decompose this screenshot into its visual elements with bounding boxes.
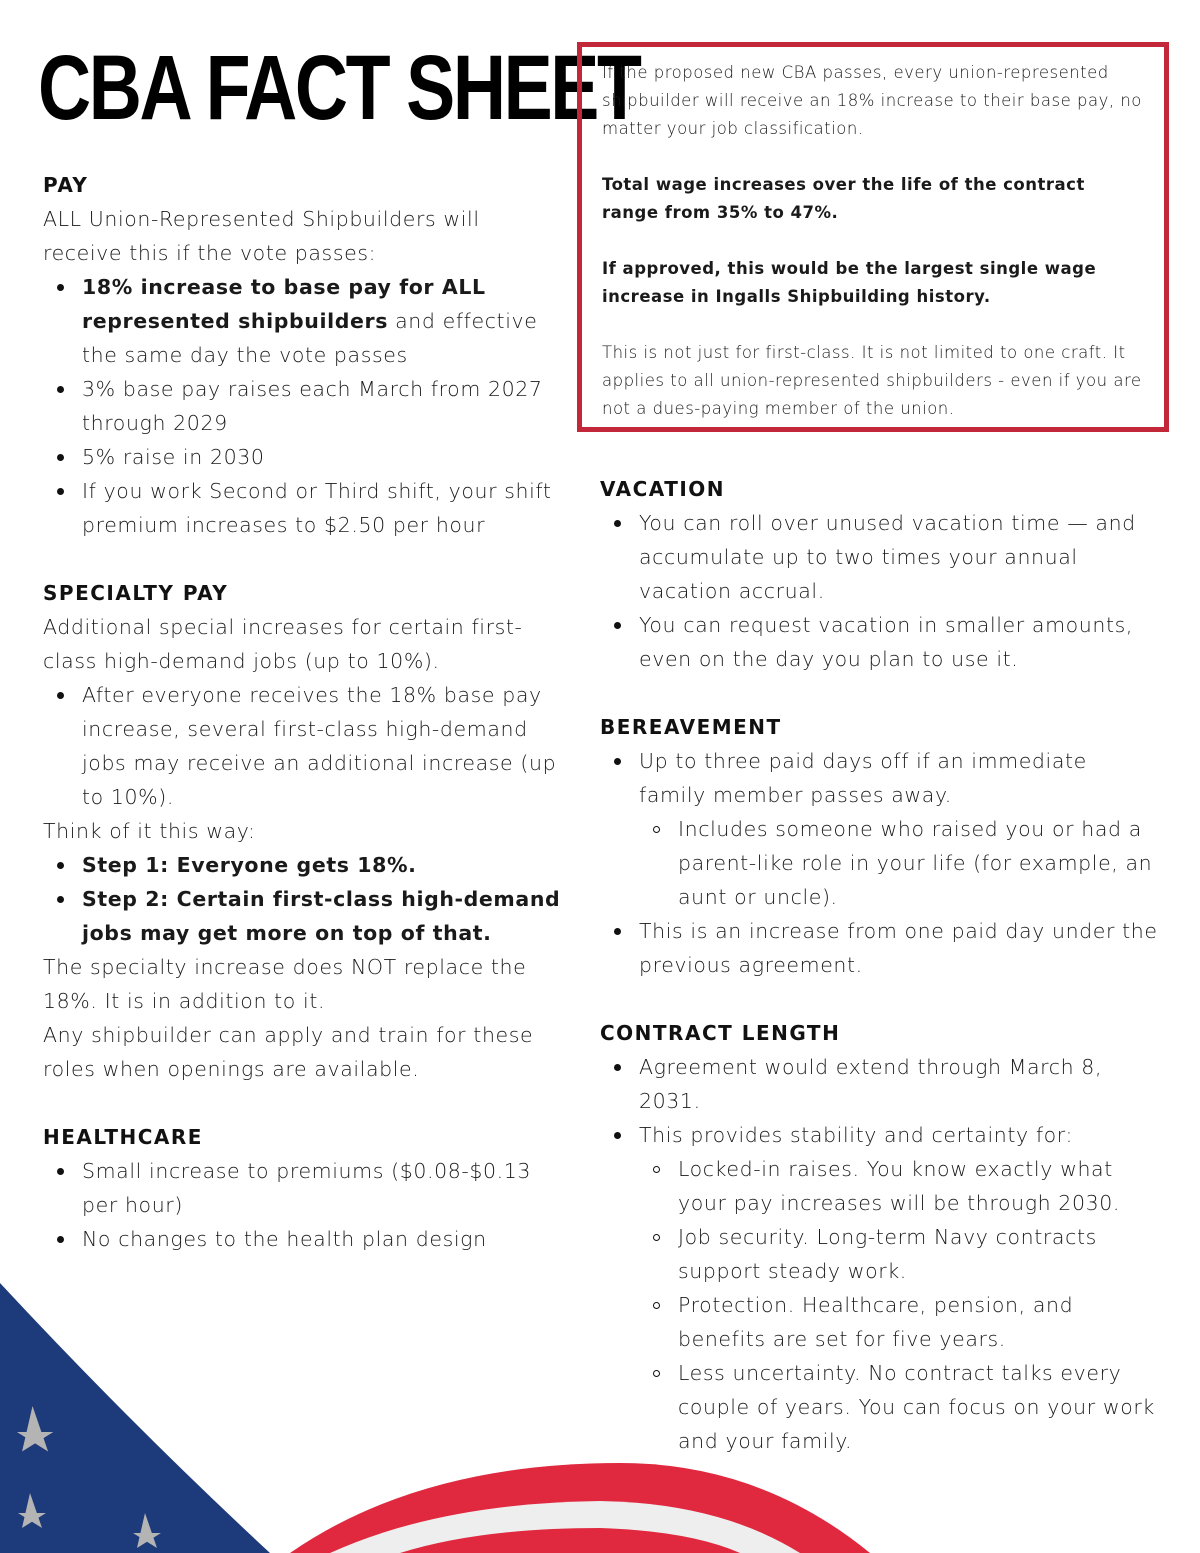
- section-heading-specialty-pay: SPECIALTY PAY: [43, 581, 229, 605]
- left-column: [43, 168, 563, 1256]
- list-item: You can roll over unused vacation time — and accumulate up to two times your annual vacation accrual.: [639, 506, 1160, 608]
- sub-list-item: Locked-in raises. You know exactly what your pay increases will be through 2030.: [678, 1152, 1160, 1220]
- callout-text-bold: If approved, this would be the largest single wage increase in Ingalls Shipbuilding history.: [602, 259, 1097, 306]
- steps-list: [43, 848, 563, 950]
- section-heading-vacation: VACATION: [600, 477, 726, 501]
- specialty-think: Think of it this way:: [43, 819, 256, 843]
- list-item: If you work Second or Third shift, your shift premium increases to $2.50 per hour: [82, 474, 563, 542]
- sub-list-item: Includes someone who raised you or had a parent-like role in your life (for example, an aunt or uncle).: [678, 812, 1160, 914]
- specialty-note: Any shipbuilder can apply and train for these roles when openings are available.: [43, 1023, 534, 1081]
- key-facts-callout: [577, 42, 1169, 432]
- list-item: This provides stability and certainty for: Locked-in raises. You know exactly what your pay increases will be through 2030. Job security. Long-term Navy contracts support steady work. Protection. Healthcare, pension, and benefits are set for five years. Less uncertainty. No contract talks every couple of years. You can focus on your work and your family.: [639, 1118, 1160, 1458]
- american-flag-decoration-icon: [0, 1263, 900, 1553]
- specialty-list: [43, 678, 563, 814]
- list-item: Small increase to premiums ($0.08-$0.13 per hour): [82, 1154, 563, 1222]
- list-item: 3% base pay raises each March from 2027 through 2029: [82, 372, 563, 440]
- list-item: Step 1: Everyone gets 18%.: [82, 848, 563, 882]
- section-heading-contract-length: CONTRACT LENGTH: [600, 1021, 841, 1045]
- pay-intro: ALL Union-Represented Shipbuilders will receive this if the vote passes:: [43, 207, 480, 265]
- specialty-intro: Additional special increases for certain first-class high-demand jobs (up to 10%).: [43, 615, 523, 673]
- list-item: 5% raise in 2030: [82, 440, 563, 474]
- list-item: Agreement would extend through March 8, 2031.: [639, 1050, 1160, 1118]
- page-title: CBA FACT SHEET: [38, 37, 640, 139]
- callout-text: This is not just for first-class. It is not limited to one craft. It applies to all union-represented shipbuilders - even if you are not a dues-paying member of the union.: [602, 343, 1142, 418]
- list-item: Up to three paid days off if an immediate family member passes away. Includes someone who raised you or had a parent-like role in your life (for example, an aunt or uncle).: [639, 744, 1160, 914]
- healthcare-list: [43, 1154, 563, 1256]
- section-heading-bereavement: BEREAVEMENT: [600, 715, 782, 739]
- vacation-list: [600, 506, 1160, 676]
- list-item: 18% increase to base pay for ALL represented shipbuilders and effective the same day the vote passes: [82, 270, 563, 372]
- list-item: Step 2: Certain first-class high-demand jobs may get more on top of that.: [82, 882, 563, 950]
- sub-list-item: Job security. Long-term Navy contracts support steady work.: [678, 1220, 1160, 1288]
- sub-list-item: Protection. Healthcare, pension, and benefits are set for five years.: [678, 1288, 1160, 1356]
- list-item: This is an increase from one paid day under the previous agreement.: [639, 914, 1160, 982]
- list-item: No changes to the health plan design: [82, 1222, 563, 1256]
- list-item: After everyone receives the 18% base pay increase, several first-class high-demand jobs may receive an additional increase (up to 10%).: [82, 678, 563, 814]
- callout-text-bold: Total wage increases over the life of the contract range from 35% to 47%.: [602, 175, 1085, 222]
- specialty-note: The specialty increase does NOT replace the 18%. It is in addition to it.: [43, 955, 527, 1013]
- callout-text: If the proposed new CBA passes, every union-represented shipbuilder will receive an 18% increase to their base pay, no matter your job classification.: [602, 63, 1142, 138]
- sub-list-item: Less uncertainty. No contract talks every couple of years. You can focus on your work and your family.: [678, 1356, 1160, 1458]
- bereavement-list: [600, 744, 1160, 982]
- section-heading-healthcare: HEALTHCARE: [43, 1125, 203, 1149]
- pay-list: [43, 270, 563, 542]
- list-item: You can request vacation in smaller amounts, even on the day you plan to use it.: [639, 608, 1160, 676]
- section-heading-pay: PAY: [43, 173, 89, 197]
